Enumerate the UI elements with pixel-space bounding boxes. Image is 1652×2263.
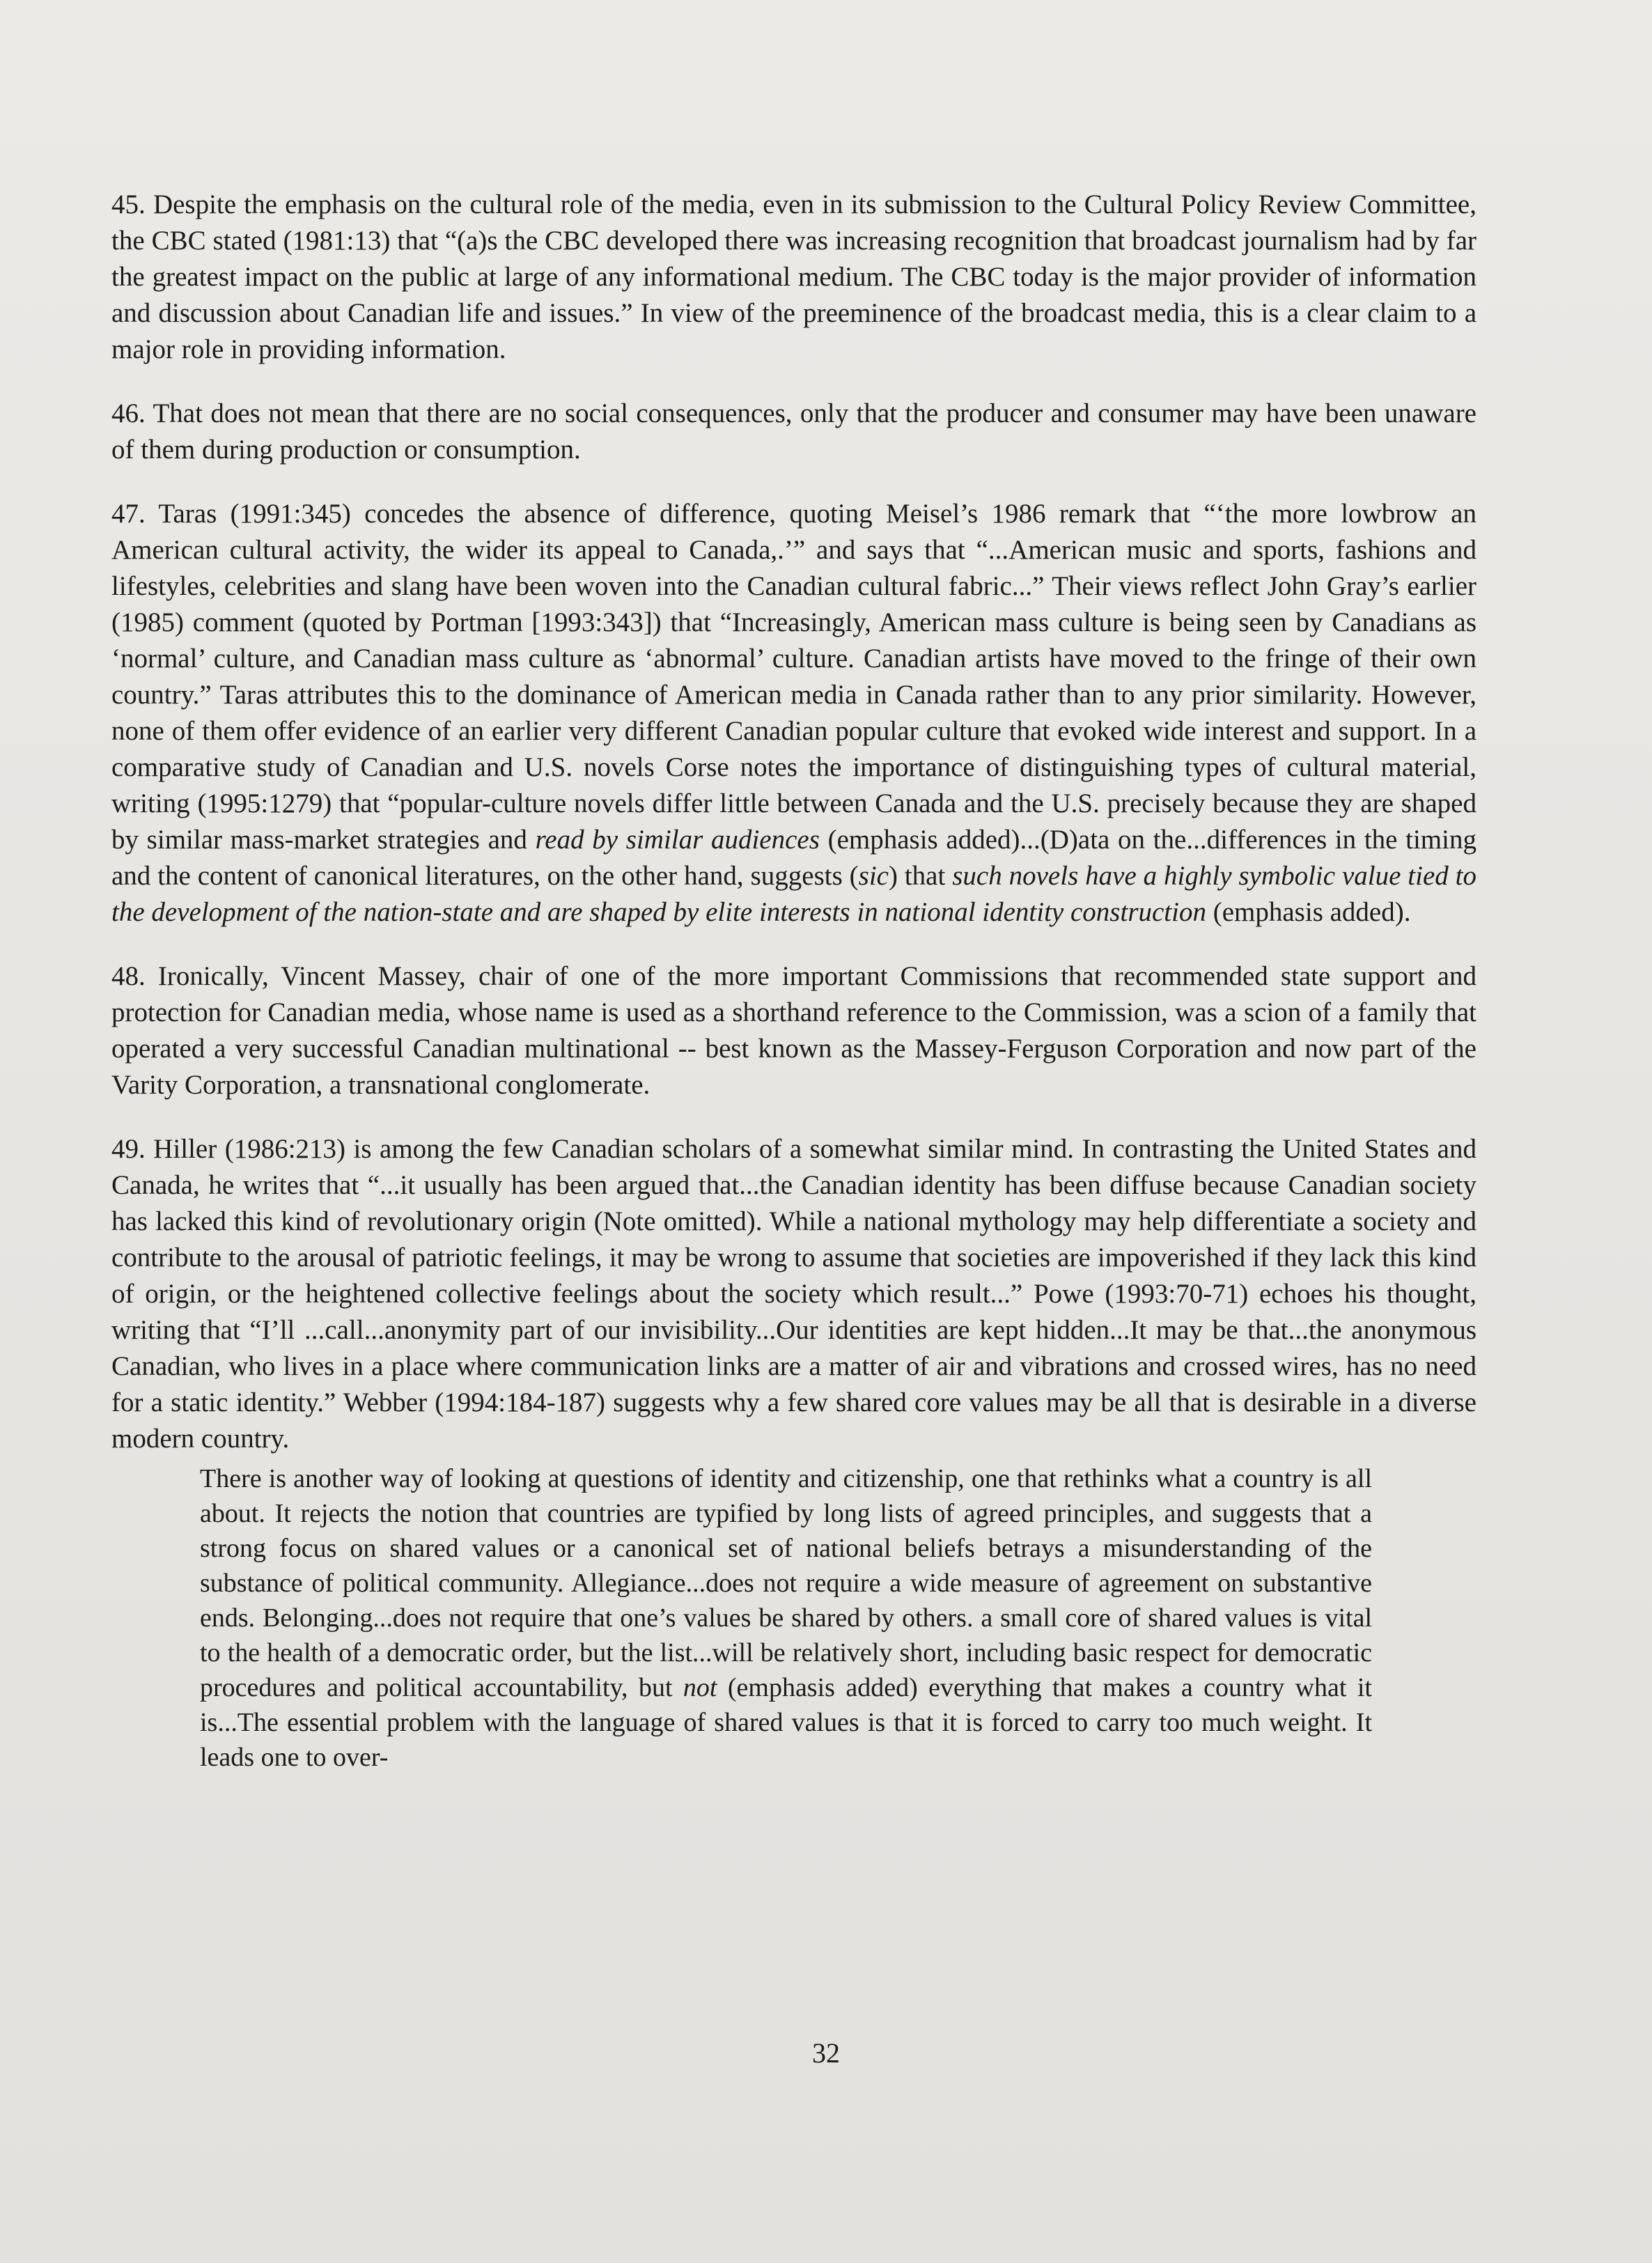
endnote-48-text: 48. Ironically, Vincent Massey, chair of one of the more important Commissions that recommended state support and protection for Canadian media, whose name is used as a shorthand reference to the Commission, was a scion of a family that operated a very successful Canadian multinational -- best known as the Massey-Ferguson Corporation and now part of the Varity Corporation, a transnational conglomerate. — [111, 961, 1476, 1100]
endnote-47 — [111, 496, 1476, 931]
endnote-49 — [111, 1131, 1476, 1457]
endnote-47-text-part3: ) that — [888, 861, 953, 891]
endnote-49-text: 49. Hiller (1986:213) is among the few Canadian scholars of a somewhat similar mind. In contrasting the United States and Canada, he writes that “...it usually has been argued that...the Canadian identity has been diffuse because Canadian society has lacked this kind of revolutionary origin (Note omitted). While a national mythology may help differentiate a society and contribute to the arousal of patriotic feelings, it may be wrong to assume that societies are impoverished if they lack this kind of origin, or the heightened collective feelings about the society which result...” Powe (1993:70-71) echoes his thought, writing that “I’ll ...call...anonymity part of our invisibility...Our identities are kept hidden...It may be that...the anonymous Canadian, who lives in a place where communication links are a matter of air and vibrations and crossed wires, has no need for a static identity.” Webber (1994:184-187) suggests why a few shared core values may be all that is desirable in a diverse modern country. — [111, 1134, 1476, 1454]
endnote-47-text-part1: 47. Taras (1991:345) concedes the absence of difference, quoting Meisel’s 1986 remark that “‘the more lowbrow an American cultural activity, the wider its appeal to Canada,.’” and says that “...American music and sports, fashions and lifestyles, celebrities and slang have been woven into the Canadian cultural fabric...” Their views reflect John Gray’s earlier (1985) comment (quoted by Portman [1993:343]) that “Increasingly, American mass culture is being seen by Canadians as ‘normal’ culture, and Canadian mass culture as ‘abnormal’ culture. Canadian artists have moved to the fringe of their own country.” Taras attributes this to the dominance of American media in Canada rather than to any prior similarity. However, none of them offer evidence of an earlier very different Canadian popular culture that evoked wide interest and support. In a comparative study of Canadian and U.S. novels Corse notes the importance of distinguishing types of cultural material, writing (1995:1279) that “popular-culture novels differ little between Canada and the U.S. precisely because they are shaped by similar mass-market strategies and — [111, 499, 1476, 855]
endnote-47-emphasis-1: read by similar audiences — [535, 825, 820, 855]
endnote-47-emphasis-2: sic — [858, 861, 889, 891]
endnote-47-text-part4: (emphasis added). — [1206, 897, 1411, 927]
block-quotation-part2: (emphasis added) everything that makes a country what it is...The essential problem with the language of shared values is that it is forced to carry too much weight. It leads one to over- — [200, 1673, 1372, 1772]
endnote-46-text: 46. That does not mean that there are no social consequences, only that the producer and consumer may have been unaware of them during production or consumption. — [111, 398, 1476, 465]
endnote-45-text: 45. Despite the emphasis on the cultural role of the media, even in its submission to the Cultural Policy Review Committee, the CBC stated (1981:13) that “(a)s the CBC developed there was increasing recognition that broadcast journalism had by far the greatest impact on the public at large of any informational medium. The CBC today is the major provider of information and discussion about Canadian life and issues.” In view of the preeminence of the broadcast media, this is a clear claim to a major role in providing information. — [111, 189, 1476, 364]
endnote-47-text-part2: (emphasis added)...(D)ata on the...differences in the timing and the content of canonical literatures, on the other hand, suggests ( — [111, 825, 1476, 891]
endnote-48 — [111, 958, 1476, 1103]
endnote-47-emphasis-3: such novels have a highly symbolic value tied to the development of the nation-state and are shaped by elite interests in national identity construction — [111, 861, 1476, 927]
endnote-45 — [111, 187, 1476, 368]
block-quotation — [200, 1461, 1372, 1775]
footnotes-body — [111, 187, 1476, 1775]
page-number: 32 — [812, 2037, 840, 2069]
block-quotation-part1: There is another way of looking at questions of identity and citizenship, one that rethinks what a country is all about. It rejects the notion that countries are typified by long lists of agreed principles, and suggests that a strong focus on shared values or a canonical set of national beliefs betrays a misunderstanding of the substance of political community. Allegiance...does not require a wide measure of agreement on substantive ends. Belonging...does not require that one’s values be shared by others. a small core of shared values is vital to the health of a democratic order, but the list...will be relatively short, including basic respect for democratic procedures and political accountability, but — [200, 1464, 1372, 1702]
endnote-46 — [111, 396, 1476, 468]
block-quotation-emphasis: not — [683, 1673, 717, 1702]
